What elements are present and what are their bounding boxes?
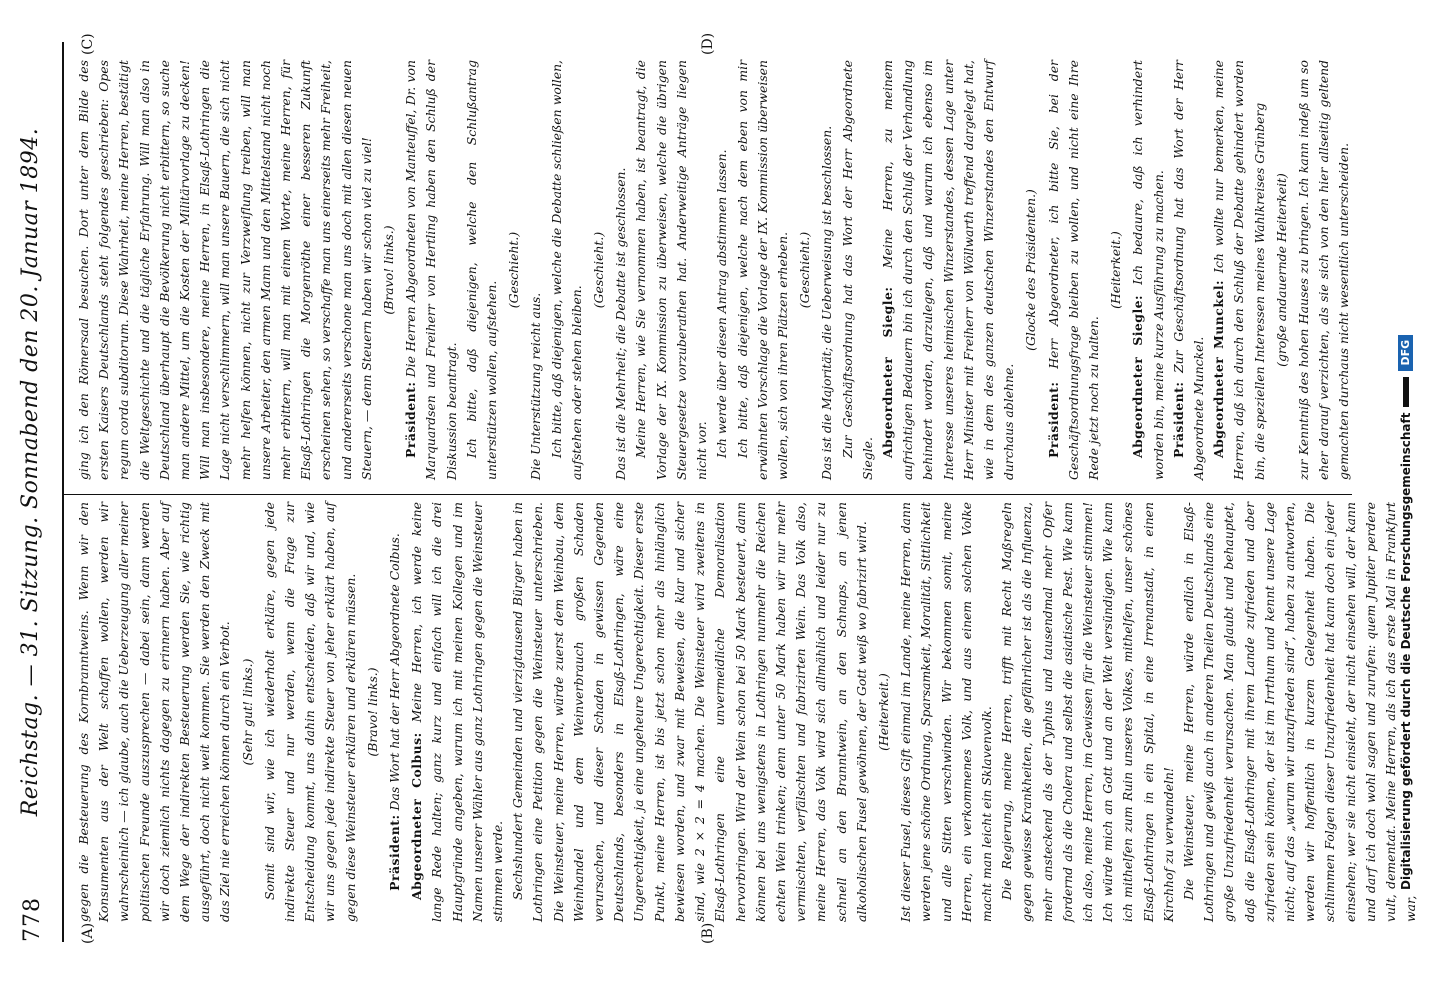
paragraph: gegen die Besteuerung des Kornbranntweins. Wenn wir den Konsumenten aus der Welt schaffen wollen, werden wir wahrscheinlich — ich glaube, auch die Ueberzeugung aller meiner politischen Freunde auszusprechen — dabei sein, dann werden wir doch ziemlich nichts dagegen zu erinnern haben. Aber auf dem Wege der indirekten Besteuerung werden Sie, wie richtig ausgeführt, doch nicht weit kommen. Sie werden den Zweck mit das Ziel nie erreichen können durch ein Verbot.	[76, 502, 233, 922]
stage-direction: (große andauernde Heiterkeit)	[1273, 173, 1289, 367]
speech-text: Meine Herren, zu meinem aufrichtigen Bedauern bin ich durch den Schluß der Verhandlung behindert worden, darzulegen, daß und warum ich ebenso im Interesse unseres heimischen Winzerstandes, dessen Lage unter Herr Minister mit Freiherr von Wöllwarth treffend dargelegt hat, wie in dem des ganzen deutschen Winzerstandes den Entwurf durchaus ablehne.	[879, 60, 1017, 480]
speaker-label: Abgeordneter Munckel:	[1211, 279, 1227, 458]
speaker-paragraph	[1128, 60, 1168, 480]
paragraph: Die Unterstützung reicht aus.	[528, 292, 544, 480]
paragraph: Ich bitte, daß diejenigen, welche nach dem eben von mir erwähnten Vorschlage die Vorlage der IX. Kommission überweisen wollen, sich von ihren Plätzen erheben.	[734, 60, 790, 480]
paragraph: Das ist die Majorität; die Ueberweisung ist beschlossen.	[819, 125, 835, 480]
speaker-label: Abgeordneter Siegle:	[1130, 294, 1146, 458]
digitization-credit	[1398, 110, 1413, 890]
speaker-turn	[385, 502, 405, 922]
stage-direction: (Glocke des Präsidenten.)	[1023, 189, 1039, 351]
stage-direction: (Geschieht.)	[797, 231, 813, 309]
stage-direction: (Heiterkeit.)	[875, 673, 891, 751]
speech-text: Meine Herren, ich werde keine lange Rede halten; ganz kurz und einfach will ich die drei Hauptgründe angeben, warum ich mit meinen Kollegen und im Namen unserer Wähler aus ganz Lothringen gegen die Weinsteuer stimmen werde.	[409, 502, 506, 922]
speaker-label: Abgeordneter Siegle:	[879, 286, 895, 458]
stage-direction: (Bravo! links.)	[364, 667, 380, 757]
speaker-label: Präsident:	[1170, 381, 1186, 458]
session-title: Reichstag. — 31. Sitzung. Sonnabend den 20. Januar 1894.	[18, 127, 43, 817]
speaker-paragraph	[407, 502, 508, 922]
credit-text: Digitalisierung gefördert durch die Deutsche Forschungsgemeinschaft	[1398, 412, 1413, 890]
speaker-paragraph	[1169, 60, 1209, 480]
paragraph: Die Regierung, meine Herren, trifft mit Recht Maßregeln gegen gewisse Krankheiten, die gefährlicher ist als die Influenza, mehr ansteckend als der Typhus und tausendmal mehr Opfer fordernd als die Cholera und selbst die asiatische Pest. Wie kann ich also, meine Herren, im Gewissen für die Weinsteuer stimmen! Ich würde mich an Gott und an der Welt versündigen. Wie kann ich mithelfen zum Ruin unseres Volkes, mithelfen, unser schönes Elsaß-Lothringen in ein Spital, in eine Irrenanstalt, in einen Kirchhof zu verwandeln!	[999, 502, 1176, 922]
header-rule	[62, 42, 64, 942]
margin-mark-c: (C)	[80, 33, 96, 55]
speaker-paragraph	[1044, 60, 1105, 480]
speaker-paragraph	[401, 60, 462, 480]
paragraph: Die Weinsteuer, meine Herren, würde endlich in Elsaß-Lothringen und gewiß auch in anderen Theilen Deutschlands eine große Unzufriedenheit verursachen. Man glaubt und behauptet, daß die Elsaß-Lothringer mit ihrem Lande zufrieden und aber zufrieden sein können, der ist im Irrthum und kennt unsere Lage nicht; auf das „warum wir unzufrieden sind“, haben zu antworten, werden wir hoffentlich in kurzem Gelegenheit haben. Die schlimmen Folgen dieser Unzufriedenheit hat kann doch ein jeder einsehen; wer sie nicht einsieht, der nicht einsehen will, der kann und darf ich doch wohl sagen und zurufen: quem Jupiter perdere vult, dementat. Meine Herren, als ich das erste Mal in Frankfurt war,	[1180, 502, 1419, 922]
paragraph: Somit sind wir, wie ich wiederholt erkläre, gegen jede indirekte Steuer und nur werden, wenn die Frage zur Entscheidung kommt, uns dahin entscheiden, daß wir und, wie wir uns gegen jede indirekte Steuer von jeher erklärt haben, auf gegen diese Weinsteuer erklären und erklären müssen.	[261, 502, 358, 922]
paragraph: Ich werde über diesen Antrag abstimmen lassen.	[714, 149, 730, 458]
speaker-label: Präsident:	[403, 381, 419, 458]
right-column	[74, 60, 1355, 480]
stage-direction: (Geschieht.)	[506, 231, 522, 309]
stage-direction: (Sehr gut! links.)	[239, 658, 255, 766]
speaker-label: Abgeordneter Colbus:	[409, 732, 425, 900]
speech-text: Das Wort hat der Herr Abgeordnete Colbus.	[387, 533, 403, 811]
margin-mark-d: (D)	[700, 32, 716, 55]
speech-text: Ich bedaure, daß ich verhindert worden bin, meine kurze Ausführung zu machen.	[1130, 60, 1166, 480]
page-header	[14, 42, 58, 942]
speech-text: Zur Geschäftsordnung hat das Wort der Herr Abgeordnete Munckel.	[1170, 60, 1206, 480]
margin-mark-a: (A)	[80, 922, 96, 944]
speaker-label: Präsident:	[1045, 381, 1061, 458]
margin-mark-b: (B)	[700, 922, 716, 944]
paragraph: Sechshundert Gemeinden und vierzigtausend Bürger haben in Lothringen eine Petition gegen die Weinsteuer unterschrieben. Die Weinsteuer, meine Herren, würde zuerst dem Weinbau, dem Weinhandel und dem Weinverbrauch großen Schaden verursachen, und dieser Schaden in gewissen Gegenden Deutschlands, besonders in Elsaß-Lothringen, wäre eine Ungerechtigkeit, ja eine ungeheure Ungerechtigkeit. Dieser erste Punkt, meine Herren, ist bis jetzt schon mehr als hinlänglich bewiesen worden, und zwar mit Beweisen, die klar und sicher sind, wie 2 × 2 = 4 machen. Die Weinsteuer wird zweitens in Elsaß-Lothringen eine unvermeidliche Demoralisation hervorbringen. Wird der Wein schon bei 50 Mark besteuert, dann können bei uns wenigstens in Lothringen nunmehr die Reichen echten Wein trinken; denn unter 50 Mark haben wir nur mehr vermischten, verfälschten und fabrizirten Wein. Das Volk also, meine Herren, das Volk wird sich allmählich und leider nur zu schnell an den Branntwein, an den Schnaps, an jenen alkoholischen Fusel gewöhnen, der Gott weiß wo fabrizirt wird.	[510, 502, 869, 922]
speaker-paragraph	[878, 60, 1019, 480]
paragraph: zur Kenntniß des hohen Hauses zu bringen. Ich kann indeß um so eher darauf verzichten, als sie sich von den hier allseitig geltend gemachten durchaus nicht wesentlich unterscheiden.	[1295, 60, 1352, 480]
column-divider	[62, 494, 1352, 495]
left-column	[74, 502, 1421, 922]
stage-direction: (Geschieht.)	[591, 231, 607, 309]
paragraph: Ich bitte, daß diejenigen, welche den Schlußantrag unterstützen wollen, aufstehen.	[463, 60, 500, 480]
paragraph: ging ich den Römersaal besuchen. Dort unter dem Bilde des ersten Kaisers Deutschlands steht folgendes geschrieben: Opes regum corda subditorum. Diese Wahrheit, meine Herren, bestätigt die Weltgeschichte und die tägliche Erfahrung. Will man also in Deutschland überhaupt die Bevölkerung nicht erbittern, so suche man andere Mittel, um die Kosten der Militärvorlage zu decken! Will man insbesondere, meine Herren, in Elsaß-Lothringen die Lage nicht verschlimmern, will man unsere Bauern, die sich nicht mehr helfen können, nicht zur Verzweiflung treiben, will man unsere Arbeiter, den armen Mann und den Mittelstand nicht noch mehr erbittern, will man mit einem Worte, meine Herren, für Elsaß-Lothringen die Morgenröthe einer besseren Zukunft erscheinen sehen, so verschaffe man uns einerseits mehr Freiheit, und andererseits verschone man uns doch mit allen diesen neuen Steuern, — denn Steuern haben wir schon viel zu viel!	[76, 60, 374, 480]
page-number: 778	[20, 897, 45, 942]
stage-direction: (Heiterkeit.)	[1108, 231, 1124, 309]
paragraph: Ist dieser Fusel, dieses Gift einmal im Lande, meine Herren, dann werden jene schöne Ordnung, Sparsamkeit, Moralität, Sittlichkeit und alle Sitten verschwinden. Wir bekommen somit, meine Herren, ein verkommenes Volk, und aus einem solchen Volke macht man leicht ein Sklavenvolk.	[898, 502, 994, 922]
credit-dash	[1403, 377, 1409, 407]
paragraph: Zur Geschäftsordnung hat das Wort der Herr Abgeordnete Siegle.	[839, 60, 875, 480]
speech-text: Die Herren Abgeordneten von Manteuffel, Dr. von Marquardsen und Freiherr von Hertling haben den Schluß der Diskussion beantragt.	[403, 60, 459, 480]
speech-text: Herr Abgeordneter, ich bitte Sie, bei der Geschäftsordnungsfrage bleiben zu wollen, und nicht eine Ihre Rede jetzt noch zu halten.	[1045, 60, 1101, 480]
paragraph: Meine Herren, wie Sie vernommen haben, ist beantragt, die Vorlage der IX. Kommission zu überweisen, welche die übrigen Steuergesetze vorzuberathen hat. Anderweitige Anträge liegen nicht vor.	[633, 60, 710, 480]
speaker-label: Präsident:	[387, 814, 403, 891]
speech-text: Ich wollte nur bemerken, meine Herren, daß ich durch den Schluß der Debatte gehindert worden bin, die speziellen Interessen meines Wahlkreises Grünberg	[1211, 60, 1267, 480]
paragraph: Ich bitte, daß diejenigen, welche die Debatte schließen wollen, aufstehen oder stehen bleiben.	[548, 60, 584, 480]
stage-direction: (Bravo! links.)	[381, 225, 397, 315]
speaker-paragraph	[1209, 60, 1270, 480]
paragraph: Das ist die Mehrheit; die Debatte ist geschlossen.	[613, 167, 629, 480]
dfg-logo: DFG	[1398, 335, 1413, 371]
